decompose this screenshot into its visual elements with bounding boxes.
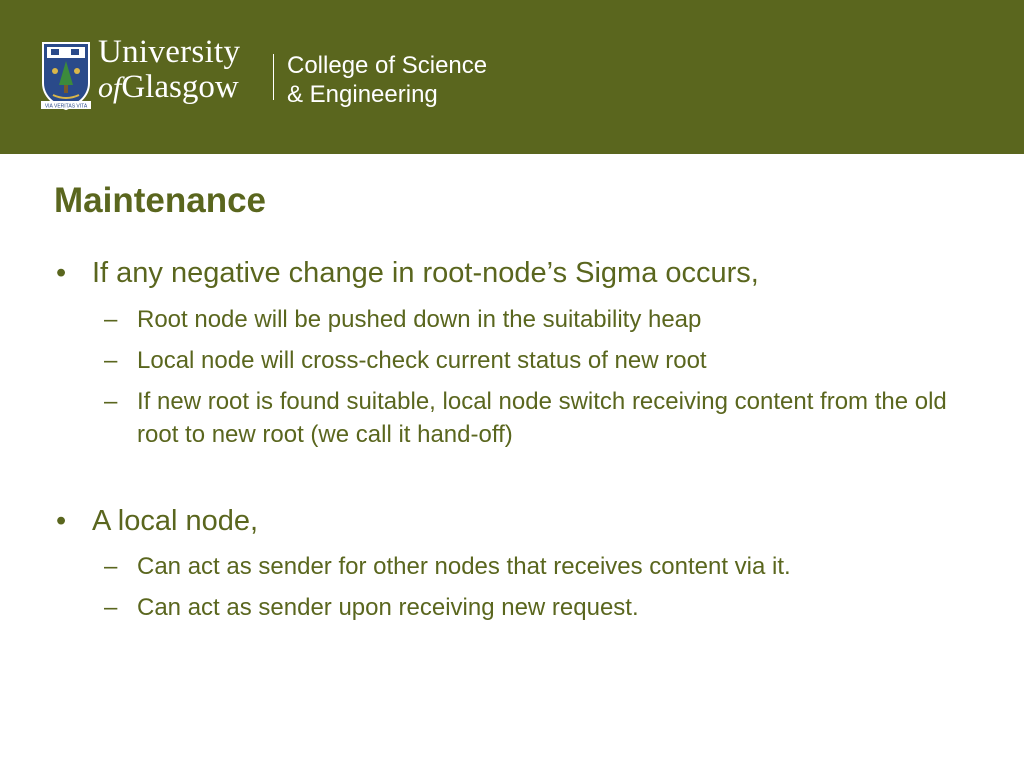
sub-bullet-marker: – <box>104 347 118 374</box>
sub-bullet-marker: – <box>104 388 118 415</box>
sub-bullet-marker: – <box>104 306 118 333</box>
sub-bullet-marker: – <box>104 594 118 621</box>
sub-bullet-text: Root node will be pushed down in the suitability heap <box>137 306 702 333</box>
sub-bullet-item <box>104 591 954 624</box>
bullet-marker: • <box>56 257 67 289</box>
crest-motto: VIA VERITAS VITA <box>44 103 88 110</box>
college-line2: & Engineering <box>287 81 438 108</box>
bullet-marker: • <box>56 505 67 537</box>
sub-bullet-text: If new root is found suitable, local node switch receiving content from the old root to new root (we call it hand-off) <box>137 388 947 448</box>
university-of: of <box>98 71 122 104</box>
bullet-text: A local node, <box>92 505 259 537</box>
sub-bullet-item <box>104 550 954 583</box>
sub-bullet-marker: – <box>104 553 118 580</box>
sub-bullet-text: Can act as sender upon receiving new request. <box>137 594 639 621</box>
sub-bullet-item <box>104 385 954 451</box>
sub-bullet-text: Local node will cross-check current status of new root <box>137 347 707 374</box>
bullet-text: If any negative change in root-node’s Sigma occurs, <box>92 257 759 289</box>
sub-bullet-item <box>104 303 954 336</box>
sub-bullet-item <box>104 344 954 377</box>
university-line1: University <box>98 34 241 70</box>
university-glasgow: Glasgow <box>121 69 239 105</box>
slide-title: Maintenance <box>54 181 266 220</box>
college-line1: College of Science <box>287 52 488 79</box>
sub-bullet-text: Can act as sender for other nodes that receives content via it. <box>137 553 791 580</box>
